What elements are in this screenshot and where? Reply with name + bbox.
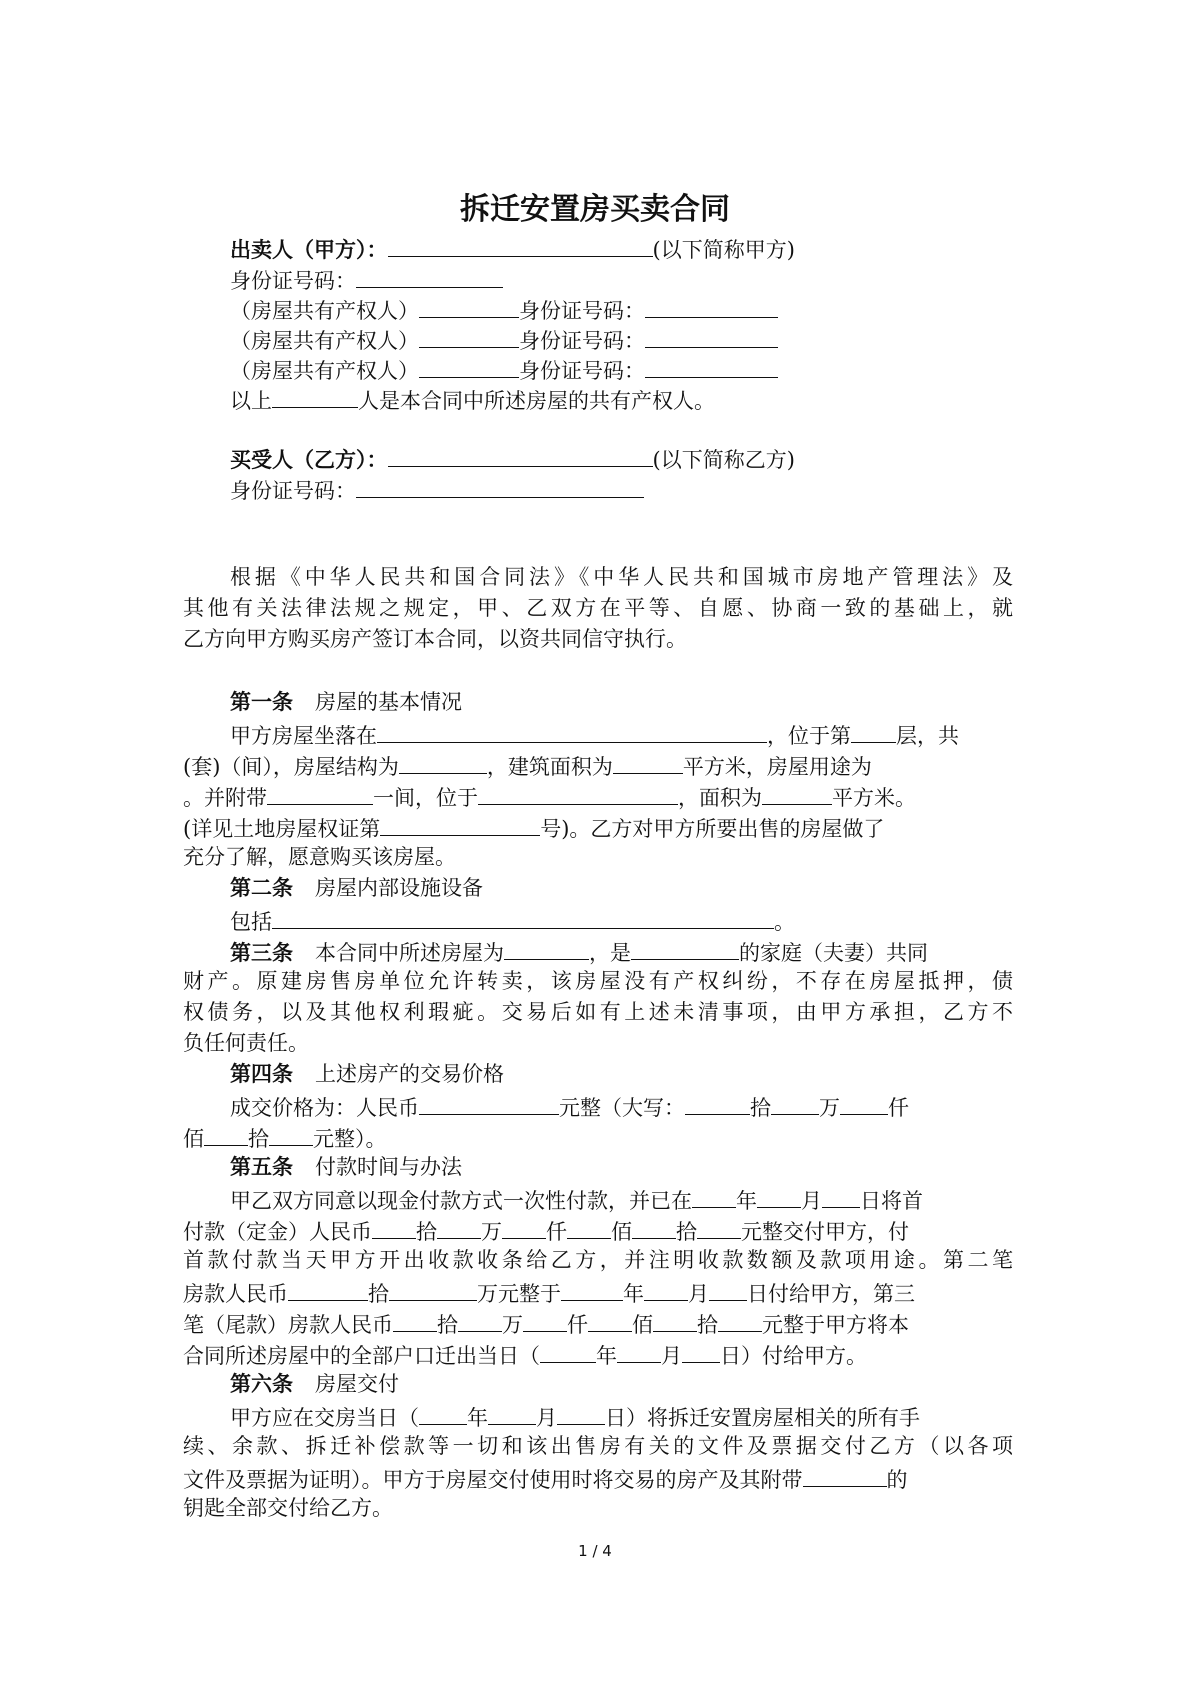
article-1-heading <box>230 687 1013 718</box>
co-owner-name-blank <box>419 353 519 378</box>
text: 一间，位于 <box>373 786 478 810</box>
article-number: 第二条 <box>230 876 293 900</box>
seller-label: 出卖人（甲方）： <box>230 238 388 262</box>
co-owner-name-blank <box>419 293 519 318</box>
text: ，建筑面积为 <box>486 755 613 779</box>
text: 日付给甲方，第三 <box>747 1282 915 1306</box>
preamble-line-1: 根据《中华人民共和国合同法》《中华人民共和国城市房地产管理法》及 <box>230 565 1013 589</box>
article-number: 第四条 <box>230 1062 293 1086</box>
article-5-line-3: 首款付款当天甲方开出收款收条给乙方，并注明收款数额及款项用途。第二笔 <box>183 1248 1013 1272</box>
co-owner-id-label: 身份证号码： <box>519 329 645 353</box>
article-1-line-5: 充分了解，愿意购买该房屋。 <box>183 845 456 869</box>
preamble-line-3: 乙方向甲方购买房产签订本合同，以资共同信守执行。 <box>183 627 687 651</box>
blank <box>617 1338 661 1363</box>
text: 万 <box>502 1313 523 1337</box>
text: 万元整于 <box>477 1282 561 1306</box>
structure-blank <box>399 749 487 774</box>
co-owner-count-blank <box>272 383 358 408</box>
co-owner-id-blank <box>645 293 778 318</box>
article-6-line-2: 续、余款、拆迁补偿款等一切和该出售房有关的文件及票据交付乙方（以各项 <box>183 1434 1013 1458</box>
text: 甲方房屋坐落在 <box>230 724 377 748</box>
floor-blank <box>851 718 896 743</box>
article-6-line-1 <box>230 1400 1013 1431</box>
co-owner-label: （房屋共有产权人） <box>230 299 419 323</box>
blank <box>567 1214 611 1239</box>
blank <box>822 1183 860 1208</box>
buyer-label: 买受人（乙方）： <box>230 448 388 472</box>
text: 拾 <box>416 1220 437 1244</box>
blank <box>709 1276 747 1301</box>
text: 仟 <box>567 1313 588 1337</box>
buyer-line <box>230 442 1013 473</box>
blank <box>692 1183 736 1208</box>
blank <box>685 1090 750 1115</box>
buyer-id-label: 身份证号码： <box>230 479 356 503</box>
text: 合同所述房屋中的全部户口迁出当日（ <box>183 1344 540 1368</box>
text: 。 <box>774 910 795 934</box>
article-2-heading <box>230 873 1013 904</box>
article-title: 房屋内部设施设备 <box>315 876 483 900</box>
article-3-line-2: 财产。原建房售房单位允许转卖，该房屋没有产权纠纷，不存在房屋抵押，债 <box>183 969 1013 993</box>
blank <box>771 1090 819 1115</box>
text: 文件及票据为证明）。甲方于房屋交付使用时将交易的房产及其附带 <box>183 1468 803 1492</box>
text: 号)。乙方对甲方所要出售的房屋做了 <box>540 817 885 841</box>
facilities-blank <box>272 904 774 929</box>
buyer-suffix: (以下简称乙方) <box>652 448 795 472</box>
co-owner-label: （房屋共有产权人） <box>230 359 419 383</box>
text: 元整（大写： <box>559 1096 685 1120</box>
seller-id-line <box>230 263 1013 294</box>
blank <box>557 1400 605 1425</box>
text: 成交价格为：人民币 <box>230 1096 419 1120</box>
co-owner-name-blank <box>419 323 519 348</box>
blank <box>682 1338 720 1363</box>
co-owner-id-label: 身份证号码： <box>519 359 645 383</box>
blank <box>540 1338 596 1363</box>
attachment-location-blank <box>478 780 678 805</box>
family-blank <box>631 935 739 960</box>
article-number: 第三条 <box>230 941 293 965</box>
text: 拾 <box>248 1127 269 1151</box>
blank <box>757 1183 801 1208</box>
blank <box>458 1307 502 1332</box>
text: (套)（间），房屋结构为 <box>183 755 399 779</box>
text: 日）付给甲方。 <box>720 1344 867 1368</box>
blank <box>840 1090 888 1115</box>
blank <box>389 1276 477 1301</box>
blank <box>419 1400 467 1425</box>
page-number: 1 / 4 <box>578 1542 612 1560</box>
text: 平方米，房屋用途为 <box>682 755 872 779</box>
article-number: 第五条 <box>230 1155 293 1179</box>
text: 年 <box>596 1344 617 1368</box>
text: 佰 <box>611 1220 632 1244</box>
blank <box>632 1214 676 1239</box>
article-4-heading <box>230 1059 1013 1090</box>
text: 笔（尾款）房款人民币 <box>183 1313 393 1337</box>
article-number: 第六条 <box>230 1372 293 1396</box>
text: 年 <box>736 1189 757 1213</box>
co-owner-count-line <box>230 383 1013 414</box>
article-3-line-1 <box>230 935 1013 966</box>
text: 月 <box>801 1189 822 1213</box>
blank <box>269 1121 313 1146</box>
buyer-id-line <box>230 473 1013 504</box>
document-title: 拆迁安置房买卖合同 <box>460 192 730 227</box>
attachment-blank <box>267 780 373 805</box>
text: 仟 <box>888 1096 909 1120</box>
article-6-line-4: 钥匙全部交付给乙方。 <box>183 1496 393 1520</box>
article-2-line-1 <box>230 904 1013 935</box>
text: 。并附带 <box>183 786 267 810</box>
buyer-id-blank <box>356 473 644 498</box>
seller-id-label: 身份证号码： <box>230 269 356 293</box>
article-5-line-4 <box>183 1276 1013 1307</box>
text: 佰 <box>183 1127 204 1151</box>
blank <box>697 1214 741 1239</box>
text: 仟 <box>546 1220 567 1244</box>
co-owner-line-2 <box>230 323 1013 354</box>
text: 万 <box>819 1096 840 1120</box>
house-owner-blank <box>504 935 589 960</box>
count-suffix: 人是本合同中所述房屋的共有产权人。 <box>358 389 715 413</box>
text: 房款人民币 <box>183 1282 288 1306</box>
article-title: 付款时间与办法 <box>315 1155 462 1179</box>
blank <box>437 1214 481 1239</box>
text: 佰 <box>632 1313 653 1337</box>
text: (详见土地房屋权证第 <box>183 817 381 841</box>
text: 元整交付甲方，付 <box>741 1220 909 1244</box>
article-3-line-3: 权债务，以及其他权利瑕疵。交易后如有上述未清事项，由甲方承担，乙方不 <box>183 1000 1013 1024</box>
blank <box>372 1214 416 1239</box>
article-number: 第一条 <box>230 690 293 714</box>
attachment-area-blank <box>762 780 832 805</box>
blank <box>502 1214 546 1239</box>
text: 层，共 <box>896 724 959 748</box>
co-owner-id-blank <box>645 353 778 378</box>
text: 拾 <box>368 1282 389 1306</box>
text: 日）将拆迁安置房屋相关的所有手 <box>605 1406 920 1430</box>
article-1-line-3 <box>183 780 1013 811</box>
count-prefix: 以上 <box>230 389 272 413</box>
text: 年 <box>623 1282 644 1306</box>
text: 拾 <box>697 1313 718 1337</box>
price-blank <box>419 1090 559 1115</box>
text: 本合同中所述房屋为 <box>315 941 504 965</box>
text: ，位于第 <box>767 724 851 748</box>
article-5-line-5 <box>183 1307 1013 1338</box>
blank <box>653 1307 697 1332</box>
co-owner-label: （房屋共有产权人） <box>230 329 419 353</box>
co-owner-line-1 <box>230 293 1013 324</box>
text: 拾 <box>437 1313 458 1337</box>
location-blank <box>377 718 767 743</box>
text: 月 <box>661 1344 682 1368</box>
text: 拾 <box>750 1096 771 1120</box>
blank <box>588 1307 632 1332</box>
article-4-line-1 <box>230 1090 1013 1121</box>
text: 的家庭（夫妻）共同 <box>739 941 928 965</box>
co-owner-line-3 <box>230 353 1013 384</box>
article-6-heading <box>230 1369 1013 1400</box>
article-1-line-4 <box>183 811 1013 842</box>
text: 月 <box>688 1282 709 1306</box>
article-title: 房屋的基本情况 <box>315 690 462 714</box>
article-4-line-2 <box>183 1121 1013 1152</box>
text: 的 <box>886 1468 908 1492</box>
article-3-line-4: 负任何责任。 <box>183 1031 309 1055</box>
buyer-name-blank <box>388 442 653 467</box>
seller-suffix: (以下简称甲方) <box>652 238 795 262</box>
article-title: 房屋交付 <box>315 1372 399 1396</box>
text: 元整于甲方将本 <box>762 1313 909 1337</box>
area-blank <box>613 749 683 774</box>
text: 月 <box>536 1406 557 1430</box>
blank <box>204 1121 248 1146</box>
article-5-line-2 <box>183 1214 1013 1245</box>
text: 拾 <box>676 1220 697 1244</box>
blank <box>803 1462 887 1487</box>
seller-name-blank <box>388 232 653 257</box>
certificate-number-blank <box>380 811 540 836</box>
preamble-line-2: 其他有关法律法规之规定，甲、乙双方在平等、自愿、协商一致的基础上，就 <box>183 596 1013 620</box>
blank <box>488 1400 536 1425</box>
text: ，是 <box>589 941 631 965</box>
article-5-line-6 <box>183 1338 1013 1369</box>
text: 甲乙双方同意以现金付款方式一次性付款，并已在 <box>230 1189 692 1213</box>
blank <box>523 1307 567 1332</box>
text: 甲方应在交房当日（ <box>230 1406 419 1430</box>
seller-line <box>230 232 1013 263</box>
co-owner-id-blank <box>645 323 778 348</box>
text: 年 <box>467 1406 488 1430</box>
text: 平方米。 <box>832 786 916 810</box>
co-owner-id-label: 身份证号码： <box>519 299 645 323</box>
article-6-line-3 <box>183 1462 1013 1493</box>
blank <box>288 1276 368 1301</box>
blank <box>644 1276 688 1301</box>
text: 元整）。 <box>313 1127 387 1151</box>
article-1-line-2 <box>183 749 1013 780</box>
text: 付款（定金）人民币 <box>183 1220 372 1244</box>
text: 万 <box>481 1220 502 1244</box>
article-5-line-1 <box>230 1183 1013 1214</box>
text: 日将首 <box>860 1189 923 1213</box>
text: ，面积为 <box>678 786 762 810</box>
article-1-line-1 <box>230 718 1013 749</box>
seller-id-blank <box>356 263 503 288</box>
blank <box>561 1276 623 1301</box>
article-5-heading <box>230 1152 1013 1183</box>
article-title: 上述房产的交易价格 <box>315 1062 504 1086</box>
blank <box>718 1307 762 1332</box>
text: 包括 <box>230 910 272 934</box>
blank <box>393 1307 437 1332</box>
